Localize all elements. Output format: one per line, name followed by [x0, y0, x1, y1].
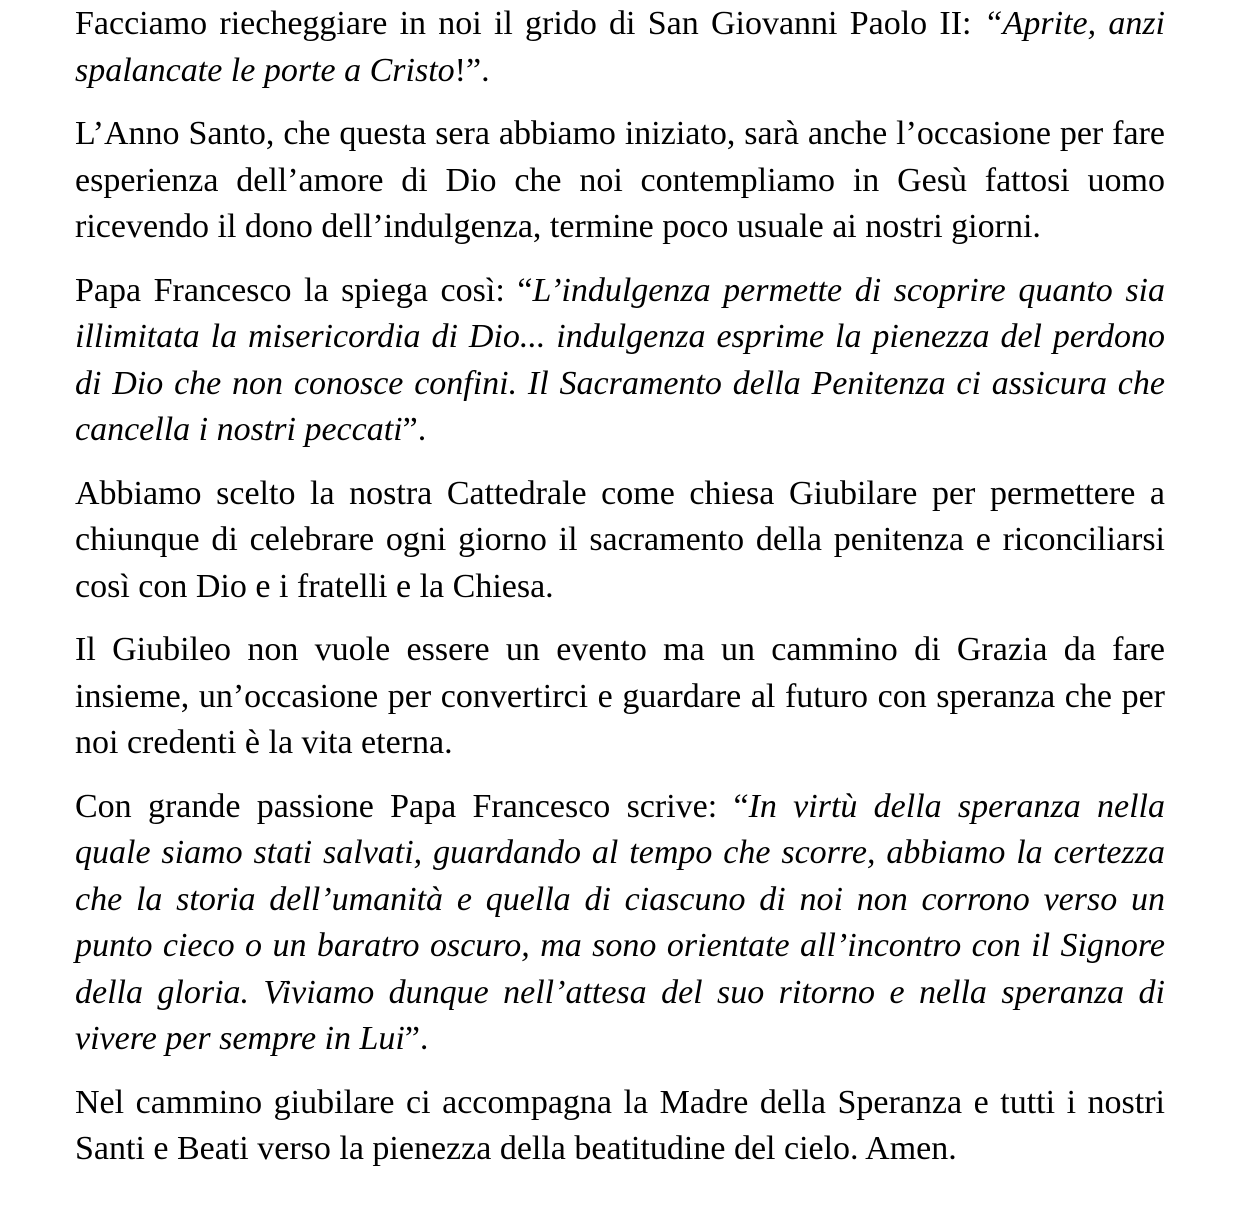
- text-segment: ”.: [402, 411, 427, 448]
- document-page: [75, 0, 1165, 1173]
- italic-quote: L’indulgenza permette di scoprire quanto sia illimitata la misericordia di Dio... indulgenza esprime la pienezza del perdono di Dio che non conosce confini. Il Sacramento della Penitenza ci assicura che cancella i nostri peccati: [75, 271, 1166, 448]
- paragraph-2: [75, 111, 1165, 251]
- text-segment: L’Anno Santo, che questa sera abbiamo iniziato, sarà anche l’occasione per fare esperienza dell’amore di Dio che noi contempliamo in Gesù fattosi uomo ricevendo il dono dell’indulgenza, termine poco usuale ai nostri giorni.: [75, 115, 1165, 245]
- text-segment: Facciamo riecheggiare in noi il grido di San Giovanni Paolo II:: [75, 5, 984, 42]
- text-segment: ”.: [404, 1020, 429, 1057]
- text-segment: !”.: [454, 51, 490, 89]
- italic-quote: In virtù della speranza nella quale siamo stati salvati, guardando al tempo che scorre, abbiamo la certezza che la storia dell’umanità e quella di ciascuno di noi non corrono verso un punto cieco o un baratro oscuro, ma sono orientate all’incontro con il Signore della gloria. Viviamo dunque nell’attesa del suo ritorno e nella speranza di vivere per sempre in Lui: [75, 787, 1165, 1057]
- paragraph-6: [75, 784, 1165, 1063]
- paragraph-7: [75, 1080, 1165, 1173]
- paragraph-1: [75, 1, 1165, 94]
- text-segment: Papa Francesco la spiega così: “: [75, 271, 533, 309]
- text-segment: Nel cammino giubilare ci accompagna la Madre della Speranza e tutti i nostri Santi e Beati verso la pienezza della beatitudine del cielo. Amen.: [75, 1083, 1165, 1167]
- text-segment: Abbiamo scelto la nostra Cattedrale come chiesa Giubilare per permettere a chiunque di celebrare ogni giorno il sacramento della penitenza e riconciliarsi così con Dio e i fratelli e la Chiesa.: [75, 474, 1165, 605]
- italic-quote: “Aprite, anzi spalancate le porte a Cristo: [75, 5, 1165, 89]
- text-segment: Con grande passione Papa Francesco scrive: “: [75, 787, 749, 825]
- paragraph-5: [75, 627, 1165, 767]
- paragraph-4: [75, 471, 1165, 611]
- paragraph-3: [75, 268, 1165, 454]
- text-segment: Il Giubileo non vuole essere un evento ma un cammino di Grazia da fare insieme, un’occasione per convertirci e guardare al futuro con speranza che per noi credenti è la vita eterna.: [75, 631, 1165, 761]
